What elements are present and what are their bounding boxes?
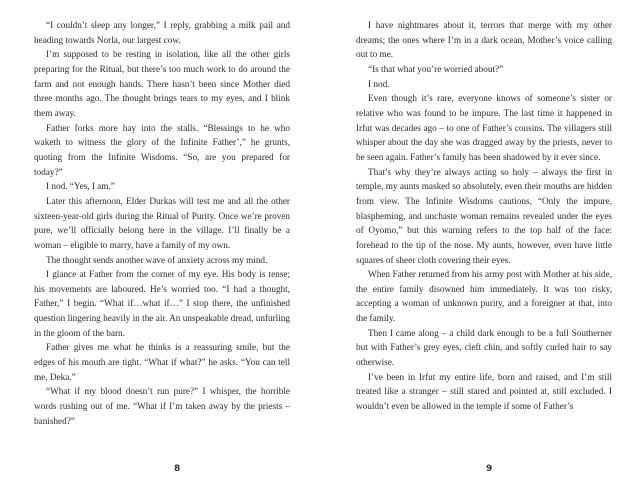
- paragraph: I’m supposed to be resting in isolation, like all the other girls preparing for the Ritual, but there’s too much work to do around the farm and not enough hands. There hasn’t been since Mother died three months ago. The thought brings tears to my eyes, and I blink them away.: [34, 50, 290, 119]
- paragraph: I’ve been in Irfut my entire life, born and raised, and I’m still treated like a stranger – still stared and pointed at, still excluded. I wouldn’t even be allowed in the temple if some of Father’s: [356, 372, 612, 413]
- paragraph: I nod. “Yes, I am.”: [46, 182, 115, 193]
- paragraph: I glance at Father from the corner of my eye. His body is tense; his movements are laboured. He’s worried too. “I had a thought, Father,” I begin. “What if…what if…” I stop there, the unfinished question lingering heavily in the air. An unspeakable dread, unfurling in the gloom of the barn.: [34, 270, 290, 339]
- paragraph: The thought sends another wave of anxiety across my mind.: [46, 255, 268, 266]
- paragraph: Father forks more hay into the stalls. “Blessings to he who waketh to witness the glory of the Infinite Father’,” he grunts, quoting from the Infinite Wisdoms. “So, are you prepared for today?”: [34, 123, 290, 178]
- paragraph: I have nightmares about it, terrors that merge with my other dreams; the ones where I’m in a dark ocean, Mother’s voice calling out to me.: [356, 21, 612, 61]
- left-page: [0, 0, 312, 500]
- paragraph: When Father returned from his army post with Mother at his side, the entire family disowned him immediately. It was too risky, accepting a woman of unknown purity, and a foreigner at that, into the family.: [356, 270, 612, 325]
- paragraph: Then I came along – a child dark enough to be a full Southerner but with Father’s grey eyes, cleft chin, and softly curled hair to say otherwise.: [356, 328, 612, 369]
- right-page-text: [356, 19, 612, 415]
- left-page-text: [34, 19, 290, 429]
- paragraph: That’s why they’re always acting so holy – always the first in temple, my aunts masked so absolutely, even their mouths are hidden from view. The Infinite Wisdoms cautions, “Only the impure, blaspheming, and unchaste woman remains revealed under the eyes of Oyomo,” but this warning refers to the top half of the face: forehead to the tip of the nose. My aunts, however, even have little squares of sheer cloth covering their eyes.: [356, 167, 612, 266]
- paragraph: “What if my blood doesn’t run pure?” I whisper, the horrible words rushing out of me. “What if I’m taken away by the priests – banished?”: [34, 387, 290, 427]
- paragraph: “I couldn’t sleep any longer,” I reply, grabbing a milk pail and heading towards Norla, our largest cow.: [34, 21, 290, 46]
- page-number: 8: [174, 464, 181, 474]
- paragraph: Even though it’s rare, everyone knows of someone’s sister or relative who was found to be impure. The last time it happened in Irfut was decades ago – to one of Father’s cousins. The villagers still whisper about the day she was dragged away by the priests, never to be seen again. Father’s family has been shadowed by it ever since.: [356, 94, 612, 163]
- paragraph: Later this afternoon, Elder Durkas will test me and all the other sixteen-year-old girls during the Ritual of Purity. Once we’re proven pure, we’ll officially belong here in the village. I’ll finally be a woman – eligible to marry, have a family of my own.: [34, 196, 290, 251]
- page-number: 9: [486, 464, 493, 474]
- paragraph: “Is that what you’re worried about?”: [368, 64, 504, 75]
- paragraph: Father gives me what he thinks is a reassuring smile, but the edges of his mouth are tight. “What if what?” he asks. “You can tell me, Deka.”: [34, 343, 290, 383]
- right-page: [313, 0, 625, 500]
- paragraph: I nod.: [368, 79, 390, 90]
